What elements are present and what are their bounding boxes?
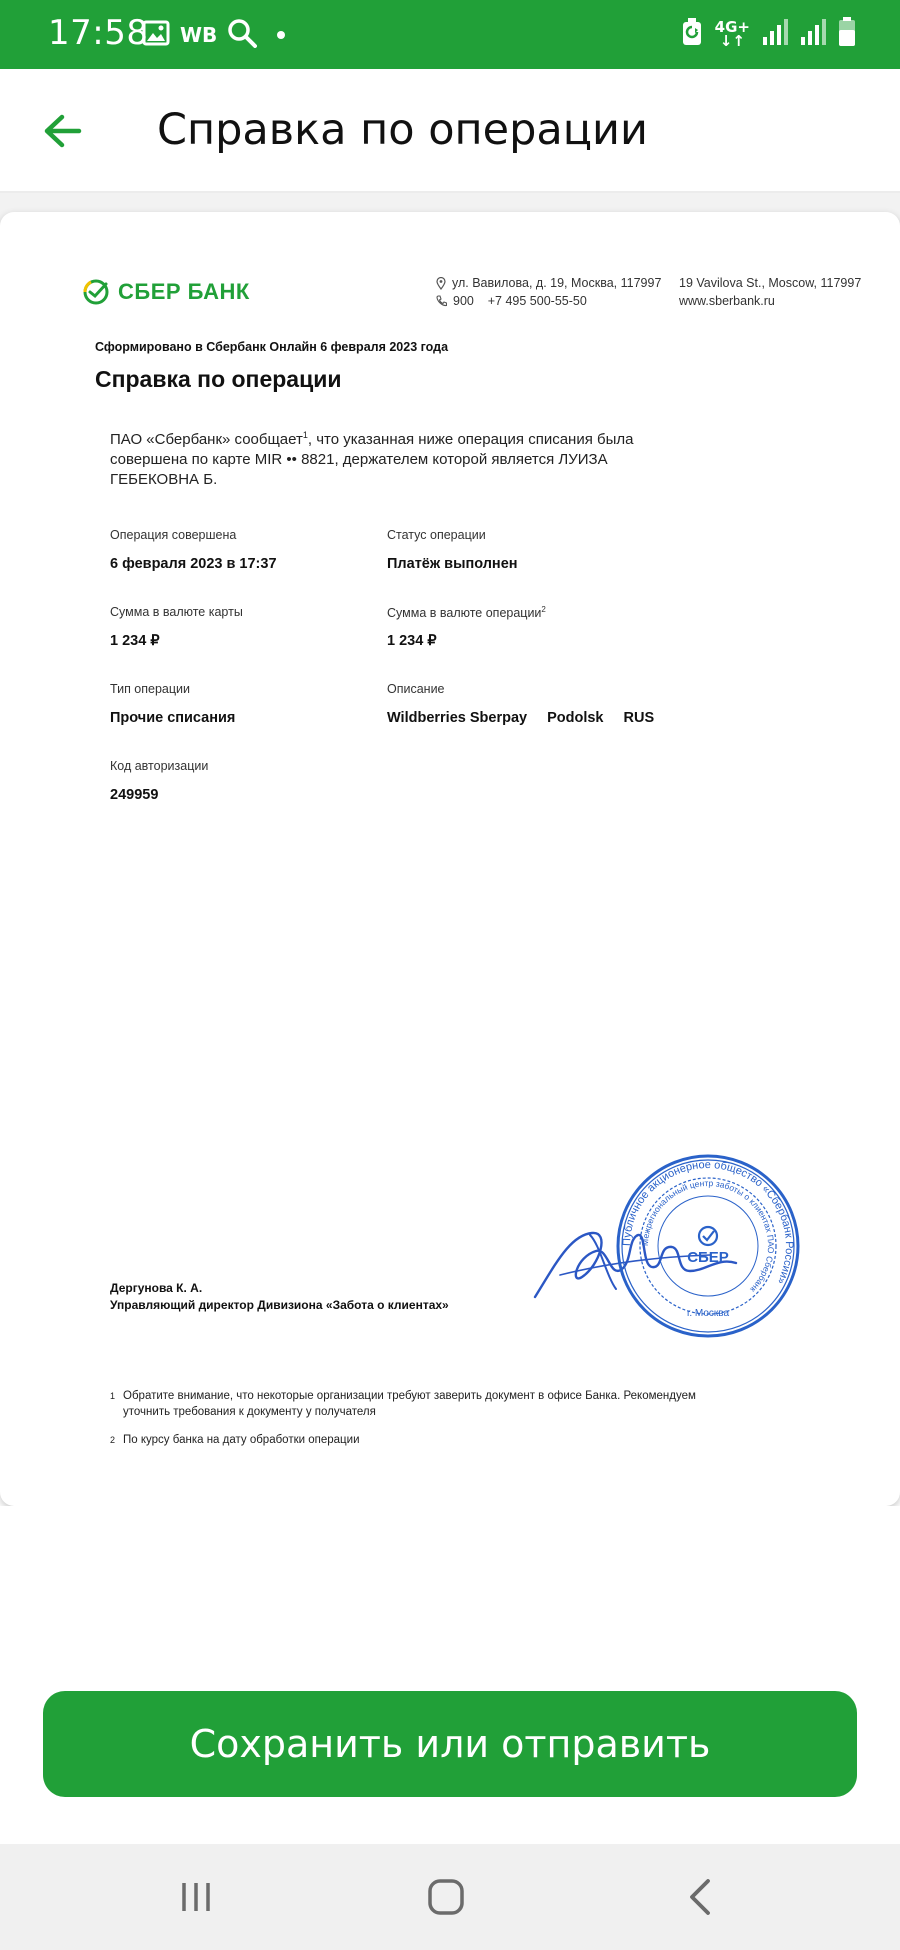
- footnote-1: [110, 1388, 710, 1420]
- phone-icon: [436, 295, 447, 307]
- status-value: Платёж выполнен: [387, 556, 518, 572]
- document-title: Справка по операции: [95, 366, 342, 392]
- desc-city: Podolsk: [547, 710, 604, 726]
- stamp-brand: СБЕР: [687, 1249, 729, 1266]
- desc-merchant: Wildberries Sberpay: [387, 710, 528, 726]
- svg-text:Межрегиональный центр заботы о: Межрегиональный центр заботы о клиентах ПАО Сбербанк: [639, 1177, 777, 1295]
- website-link[interactable]: www.sberbank.ru: [679, 294, 775, 308]
- status-time: 17:58: [48, 13, 149, 53]
- op-sum-value: 1 234 ₽: [387, 633, 437, 649]
- battery-saver-icon: [681, 17, 703, 52]
- nav-back-button[interactable]: [670, 1874, 730, 1920]
- status-icons-right: [681, 16, 856, 52]
- footnote-1-number: 1: [110, 1391, 116, 1401]
- notification-dot: [277, 31, 285, 39]
- page-title: Справка по операции: [157, 105, 648, 155]
- generated-note: Сформировано в Сбербанк Онлайн 6 февраля 2023 года: [95, 340, 449, 354]
- bank-address-en: [679, 274, 861, 310]
- desc-value: [387, 710, 674, 726]
- image-icon: [142, 20, 170, 51]
- desc-label: Описание: [387, 682, 445, 696]
- phones-text: 900 +7 495 500-55-50: [453, 294, 587, 308]
- op-done-label: Операция совершена: [110, 528, 237, 542]
- bank-stamp: [612, 1150, 804, 1342]
- card-sum-label: Сумма в валюте карты: [110, 605, 243, 619]
- status-icons-left: [142, 18, 285, 52]
- recent-apps-button[interactable]: [166, 1874, 226, 1920]
- signal-icon: [762, 19, 788, 50]
- system-nav-bar: [0, 1844, 900, 1950]
- data-arrows-icon: ↓↑: [719, 32, 745, 50]
- intro-paragraph: ПАО «Сбербанк» сообщает$^1$, что указанная ниже операция списания была совершена по карте MIR •• 8821, держателем которой является ЛУИЗА ГЕБЕКОВНА Б.: [110, 430, 634, 488]
- location-pin-icon: [436, 277, 446, 290]
- signer-position: Управляющий директор Дивизиона «Забота о клиентах»: [110, 1298, 449, 1312]
- auth-label: Код авторизации: [110, 759, 209, 773]
- footnote-ref-2: 2: [541, 605, 546, 614]
- svg-text:Публичное акционерное общество: Публичное акционерное общество «Сбербанк России»: [620, 1158, 796, 1287]
- footnote-ref-1: 1: [302, 430, 308, 440]
- sber-logo-icon: [82, 278, 110, 306]
- footnote-2-number: 2: [110, 1435, 116, 1445]
- logo-text: СБЕР БАНК: [118, 279, 250, 304]
- battery-icon: [838, 17, 856, 52]
- address-ru-text: ул. Вавилова, д. 19, Москва, 117997: [452, 276, 662, 290]
- op-sum-label: Сумма в валюте операции$^2$: [387, 605, 546, 621]
- footnote-1-text: Обратите внимание, что некоторые организации требуют заверить документ в офисе Банка. Рекомендуем уточнить требования к документу у получателя: [123, 1390, 696, 1418]
- type-value: Прочие списания: [110, 710, 236, 726]
- save-or-send-button[interactable]: Сохранить или отправить: [43, 1691, 857, 1797]
- home-icon: [427, 1878, 465, 1916]
- signer-name: Дергунова К. А.: [110, 1281, 203, 1295]
- op-done-value: 6 февраля 2023 в 17:37: [110, 556, 277, 572]
- signer-block: [110, 1280, 449, 1314]
- home-button[interactable]: [416, 1874, 476, 1920]
- wb-label: WB: [180, 23, 218, 47]
- sber-logo: [82, 278, 250, 306]
- type-label: Тип операции: [110, 682, 191, 696]
- card-sum-value: 1 234 ₽: [110, 633, 160, 649]
- search-icon: [227, 18, 257, 53]
- back-button[interactable]: [36, 105, 88, 157]
- footnote-2-text: По курсу банка на дату обработки операции: [123, 1434, 360, 1446]
- address-en-text: 19 Vavilova St., Moscow, 117997: [679, 276, 862, 290]
- stamp-city: г. Москва: [686, 1308, 730, 1319]
- arrow-left-icon: [42, 113, 82, 149]
- status-bar: [0, 0, 900, 69]
- desc-country: RUS: [623, 710, 655, 726]
- footnote-2: [110, 1432, 710, 1448]
- auth-value: 249959: [110, 787, 159, 803]
- signal-icon-2: [800, 19, 826, 50]
- network-type: 4G+ ↓↑: [714, 18, 750, 50]
- back-chevron-icon: [686, 1878, 714, 1916]
- app-bar: [0, 69, 900, 193]
- bank-address-ru: [436, 274, 661, 310]
- status-label: Статус операции: [387, 528, 486, 542]
- recent-apps-icon: [179, 1880, 213, 1914]
